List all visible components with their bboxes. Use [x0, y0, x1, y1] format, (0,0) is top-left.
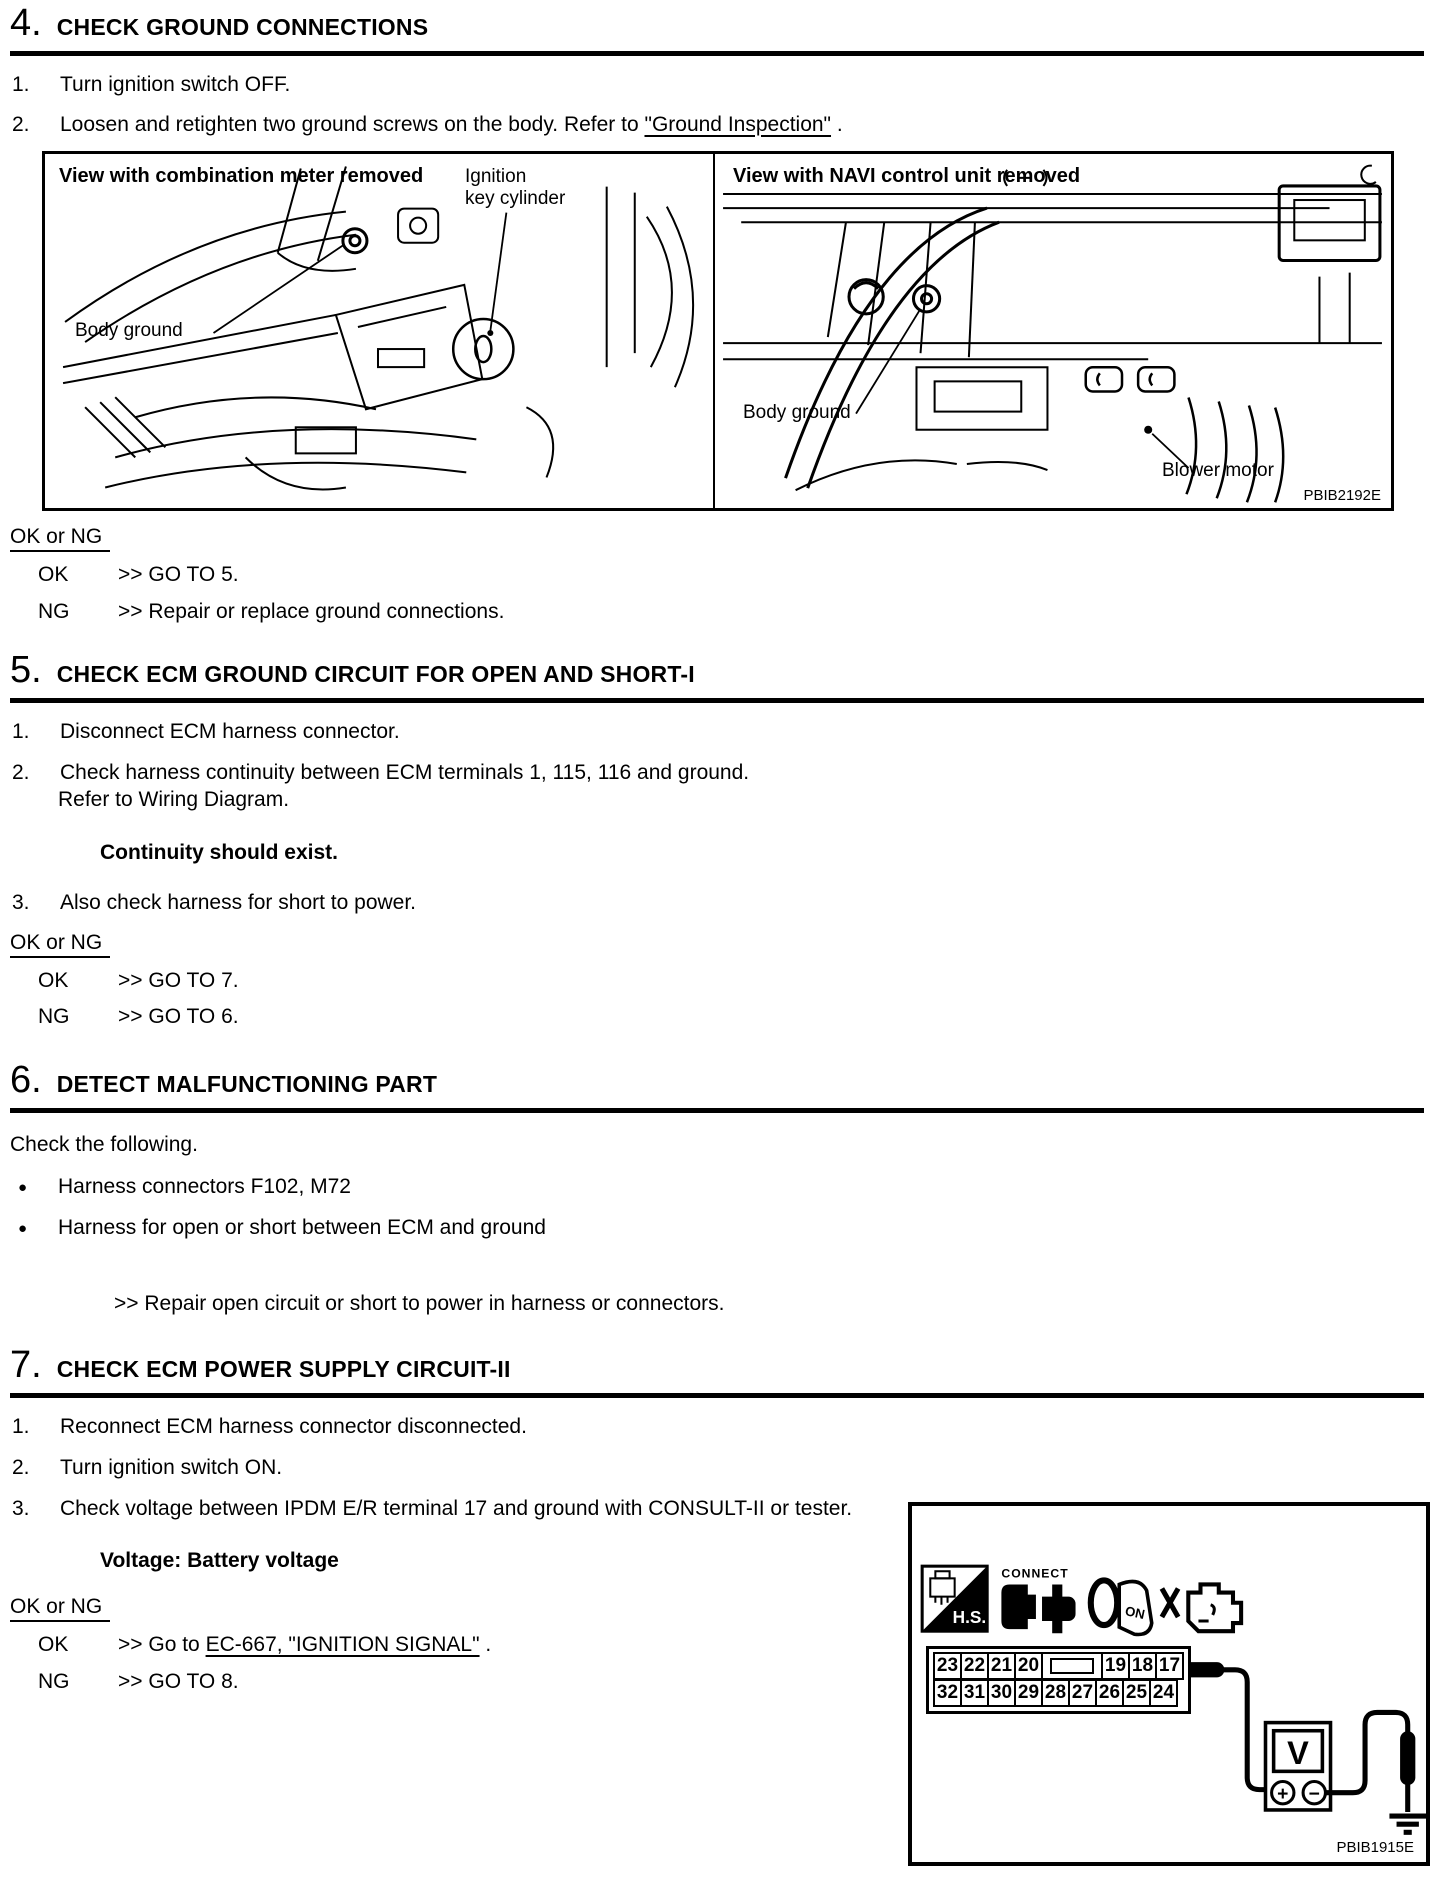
section-title: CHECK ECM POWER SUPPLY CIRCUIT-II [56, 1356, 511, 1383]
step-number: 2. [12, 112, 30, 136]
section-title: CHECK ECM GROUND CIRCUIT FOR OPEN AND SHORT-I [56, 661, 695, 688]
figure-ipdm-voltage-check [908, 1502, 1430, 1866]
intro-text: Check the following. [10, 1132, 198, 1156]
step-text: Reconnect ECM harness connector disconnected. [60, 1415, 527, 1439]
ng-row [38, 598, 1424, 625]
step-row [10, 1454, 870, 1482]
pin-cell: 24 [1149, 1679, 1178, 1707]
ok-row [38, 561, 1424, 588]
pin-cell: 32 [933, 1679, 962, 1707]
section-7-text-column [10, 1413, 870, 1695]
ground-symbol-icon [1389, 1816, 1426, 1832]
step-row [10, 889, 1424, 917]
step-text-suffix: . [831, 112, 843, 136]
svg-text:−: − [1308, 1783, 1320, 1805]
okng-block [10, 931, 1424, 1031]
step-number: 3. [12, 891, 30, 915]
section-6-heading [10, 1058, 1424, 1101]
section-number: 5. [10, 649, 42, 692]
heading-rule [10, 1108, 1424, 1113]
section-title: DETECT MALFUNCTIONING PART [56, 1070, 438, 1097]
bullet-item [10, 1216, 1424, 1240]
heading-rule [10, 698, 1424, 703]
step-row [10, 1495, 870, 1523]
svg-text:CONNECT: CONNECT [1001, 1566, 1069, 1581]
ground-inspection-link[interactable]: "Ground Inspection" [644, 112, 832, 136]
result-action: >> Repair open circuit or short to power in harness or connectors. [114, 1292, 725, 1316]
step-text: Turn ignition switch OFF. [60, 73, 291, 96]
ng-row [38, 1668, 870, 1695]
hs-tool-icon [922, 1566, 987, 1631]
pin-cell: 20 [1014, 1652, 1043, 1680]
bullet-icon: ● [18, 1220, 28, 1238]
figure-panel-navi-unit [715, 154, 1391, 508]
ok-row [38, 967, 1424, 994]
engine-off-icon [1162, 1584, 1241, 1631]
spec-line: Voltage: Battery voltage [100, 1549, 339, 1573]
ng-label: NG [38, 1669, 70, 1693]
step-text-prefix: Loosen and retighten two ground screws on the body. Refer to [60, 112, 645, 136]
ng-action: >> GO TO 8. [118, 1669, 239, 1693]
label-line: Ignition [465, 166, 527, 188]
pin-cell: 29 [1014, 1679, 1043, 1707]
ec-667-ignition-signal-link[interactable]: EC-667, "IGNITION SIGNAL" [205, 1633, 480, 1657]
ng-action: >> GO TO 6. [118, 1005, 239, 1029]
pin-cell: 18 [1128, 1652, 1157, 1680]
figure-code: PBIB2192E [1303, 487, 1381, 505]
step-number: 1. [12, 720, 30, 744]
pin-cell: 31 [960, 1679, 989, 1707]
ok-action [118, 1631, 491, 1658]
step-number: 3. [12, 1496, 30, 1520]
svg-text:V: V [1287, 1735, 1309, 1772]
step-row [10, 759, 1424, 787]
spec-line: Continuity should exist. [100, 841, 339, 865]
pin-cell: 30 [987, 1679, 1016, 1707]
ok-action-suffix: . [479, 1633, 492, 1657]
section-number: 7. [10, 1344, 42, 1387]
okng-heading: OK or NG [10, 525, 110, 552]
step-row [10, 71, 1424, 99]
intro-row [10, 1131, 1424, 1159]
connector-slot [1050, 1658, 1094, 1674]
step-row [10, 718, 1424, 746]
ignition-on-icon [1091, 1580, 1152, 1634]
pin-cell: 26 [1095, 1679, 1124, 1707]
section-7-heading [10, 1344, 1424, 1387]
ok-label: OK [38, 563, 69, 587]
step-text [60, 111, 843, 139]
pin-cell: 28 [1041, 1679, 1070, 1707]
bullet-icon: ● [18, 1179, 28, 1197]
navi-unit-line-art [715, 154, 1391, 508]
heading-rule [10, 51, 1424, 56]
step-row [10, 1413, 870, 1441]
pin-cell: 27 [1068, 1679, 1097, 1707]
heading-rule [10, 1393, 1424, 1398]
figure-ground-locations [42, 151, 1394, 511]
ok-label: OK [38, 1633, 69, 1657]
ok-action-prefix: >> Go to [118, 1633, 206, 1657]
bullet-text: Harness for open or short between ECM and ground [58, 1216, 546, 1240]
section-title: CHECK GROUND CONNECTIONS [56, 14, 429, 40]
step-number: 2. [12, 760, 30, 784]
pin-cell: 25 [1122, 1679, 1151, 1707]
pin-cell-17: 17 [1155, 1652, 1184, 1680]
pin-cell: 19 [1101, 1652, 1130, 1680]
section-4-heading [10, 4, 1424, 42]
ipdm-connector-pinout [926, 1646, 1191, 1714]
blower-motor-label: Blower motor [1162, 460, 1274, 482]
pin-cell: 21 [987, 1652, 1016, 1680]
ng-label: NG [38, 1005, 70, 1029]
label-line: key cylinder [465, 188, 566, 210]
ok-row [38, 1631, 870, 1658]
body-ground-label: Body ground [75, 320, 183, 342]
step-text: Check harness continuity between ECM terminals 1, 115, 116 and ground. [60, 760, 750, 784]
section-number: 4. [10, 2, 42, 44]
pin-cell-blank [1041, 1652, 1103, 1680]
ng-row [38, 1003, 1424, 1030]
step-number: 1. [12, 1415, 30, 1439]
panel-title: View with combination meter removed [59, 165, 424, 188]
step-text: Also check harness for short to power. [60, 891, 417, 915]
section-5-heading [10, 649, 1424, 692]
panel-title: View with NAVI control unit removed [733, 165, 1081, 188]
step-text: Check voltage between IPDM E/R terminal 17 and ground with CONSULT-II or tester. [60, 1496, 853, 1520]
ok-action: >> GO TO 5. [118, 563, 239, 587]
pinout-row-bottom [933, 1680, 1184, 1707]
ignition-key-cylinder-label [465, 166, 565, 210]
okng-block [10, 525, 1424, 625]
figure-panel-combination-meter [45, 154, 715, 508]
bullet-item [10, 1175, 1424, 1199]
probe-wire-negative [1325, 1712, 1407, 1812]
step-text-continuation: Refer to Wiring Diagram. [58, 788, 290, 812]
step-row [10, 111, 1424, 139]
step-number: 1. [12, 73, 30, 96]
pin-cell: 22 [960, 1652, 989, 1680]
ok-action: >> GO TO 7. [118, 968, 239, 992]
svg-text:H.S.: H.S. [952, 1607, 987, 1628]
step-number: 2. [12, 1455, 30, 1479]
figure-code: PBIB1915E [1336, 1839, 1414, 1856]
step-text: Turn ignition switch ON. [60, 1455, 283, 1479]
svg-text:ON: ON [1123, 1603, 1147, 1623]
ng-action: >> Repair or replace ground connections. [118, 599, 505, 623]
svg-text:+: + [1277, 1783, 1289, 1805]
body-ground-label: Body ground [743, 402, 851, 424]
okng-heading: OK or NG [10, 1595, 110, 1622]
voltmeter-icon [1266, 1723, 1331, 1810]
bullet-text: Harness connectors F102, M72 [58, 1175, 351, 1199]
ng-label: NG [38, 599, 70, 623]
connect-icon [1001, 1566, 1075, 1633]
step-text: Disconnect ECM harness connector. [60, 720, 400, 744]
okng-block [10, 1595, 870, 1695]
section-number: 6. [10, 1058, 42, 1101]
okng-heading: OK or NG [10, 931, 110, 958]
pin-cell: 23 [933, 1652, 962, 1680]
pinout-row-top [933, 1653, 1184, 1680]
ok-label: OK [38, 968, 69, 992]
